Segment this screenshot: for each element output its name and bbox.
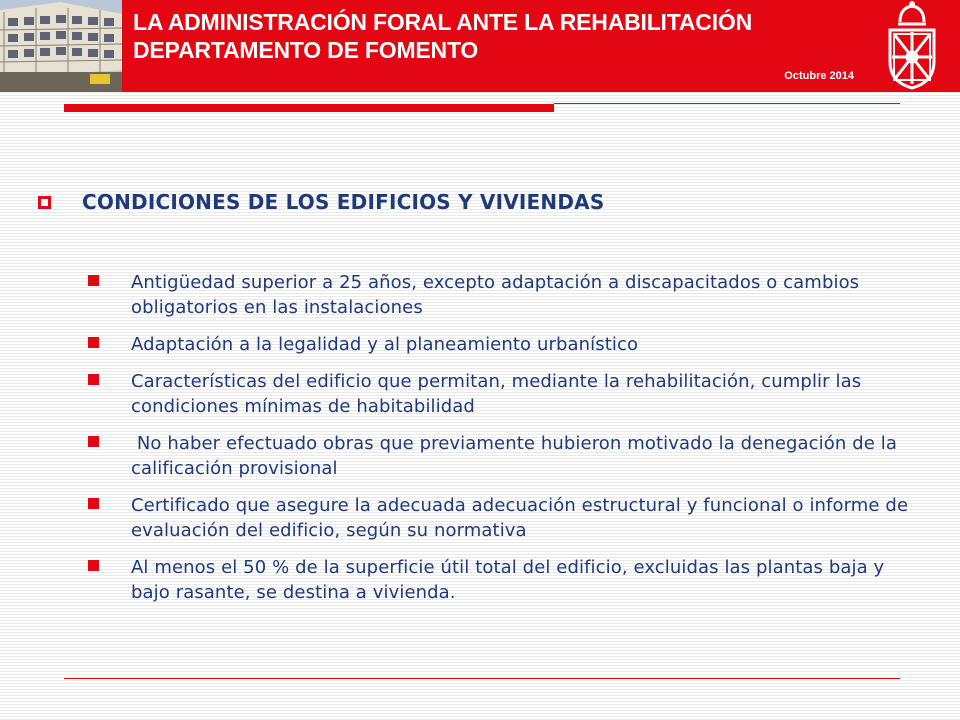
header-banner bbox=[0, 0, 960, 92]
title-line-1: LA ADMINISTRACIÓN FORAL ANTE LA REHABILITACIÓN bbox=[133, 9, 752, 35]
navarra-coat-of-arms-icon bbox=[880, 0, 944, 90]
list-item bbox=[88, 555, 928, 605]
date-label: Octubre 2014 bbox=[784, 70, 854, 82]
bullet-icon bbox=[88, 560, 99, 571]
bullet-icon bbox=[88, 337, 99, 348]
bullet-icon bbox=[88, 275, 99, 286]
list-item bbox=[88, 332, 928, 357]
list-item-text: No haber efectuado obras que previamente hubieron motivado la denegación de la calificación provisional bbox=[131, 433, 903, 479]
bullet-icon bbox=[88, 374, 99, 385]
page-title bbox=[133, 8, 873, 64]
list-item-text: Características del edificio que permitan, mediante la rehabilitación, cumplir las condiciones mínimas de habitabilidad bbox=[131, 371, 868, 417]
list-item bbox=[88, 431, 928, 481]
condition-list bbox=[88, 270, 928, 617]
section-heading-text: CONDICIONES DE LOS EDIFICIOS Y VIVIENDAS bbox=[82, 190, 605, 214]
list-item bbox=[88, 369, 928, 419]
list-item bbox=[88, 270, 928, 320]
list-item-text: Adaptación a la legalidad y al planeamiento urbanístico bbox=[131, 334, 639, 355]
list-item bbox=[88, 493, 928, 543]
list-item-text: Certificado que asegure la adecuada adecuación estructural y funcional o informe de evaluación del edificio, según su normativa bbox=[131, 495, 914, 541]
accent-rule bbox=[554, 103, 900, 104]
accent-bar bbox=[64, 104, 554, 112]
title-line-2: DEPARTAMENTO DE FOMENTO bbox=[133, 37, 479, 63]
square-bullet-icon bbox=[38, 196, 51, 209]
list-item-text: Al menos el 50 % de la superficie útil total del edificio, excluidas las plantas baja y bajo rasante, se destina a vivienda. bbox=[131, 557, 891, 603]
footer-rule bbox=[64, 678, 900, 679]
building-photo-icon bbox=[0, 0, 122, 92]
bullet-icon bbox=[88, 498, 99, 509]
bullet-icon bbox=[88, 436, 99, 447]
section-heading bbox=[38, 190, 918, 214]
list-item-text: Antigüedad superior a 25 años, excepto adaptación a discapacitados o cambios obligatorios en las instalaciones bbox=[131, 272, 865, 318]
